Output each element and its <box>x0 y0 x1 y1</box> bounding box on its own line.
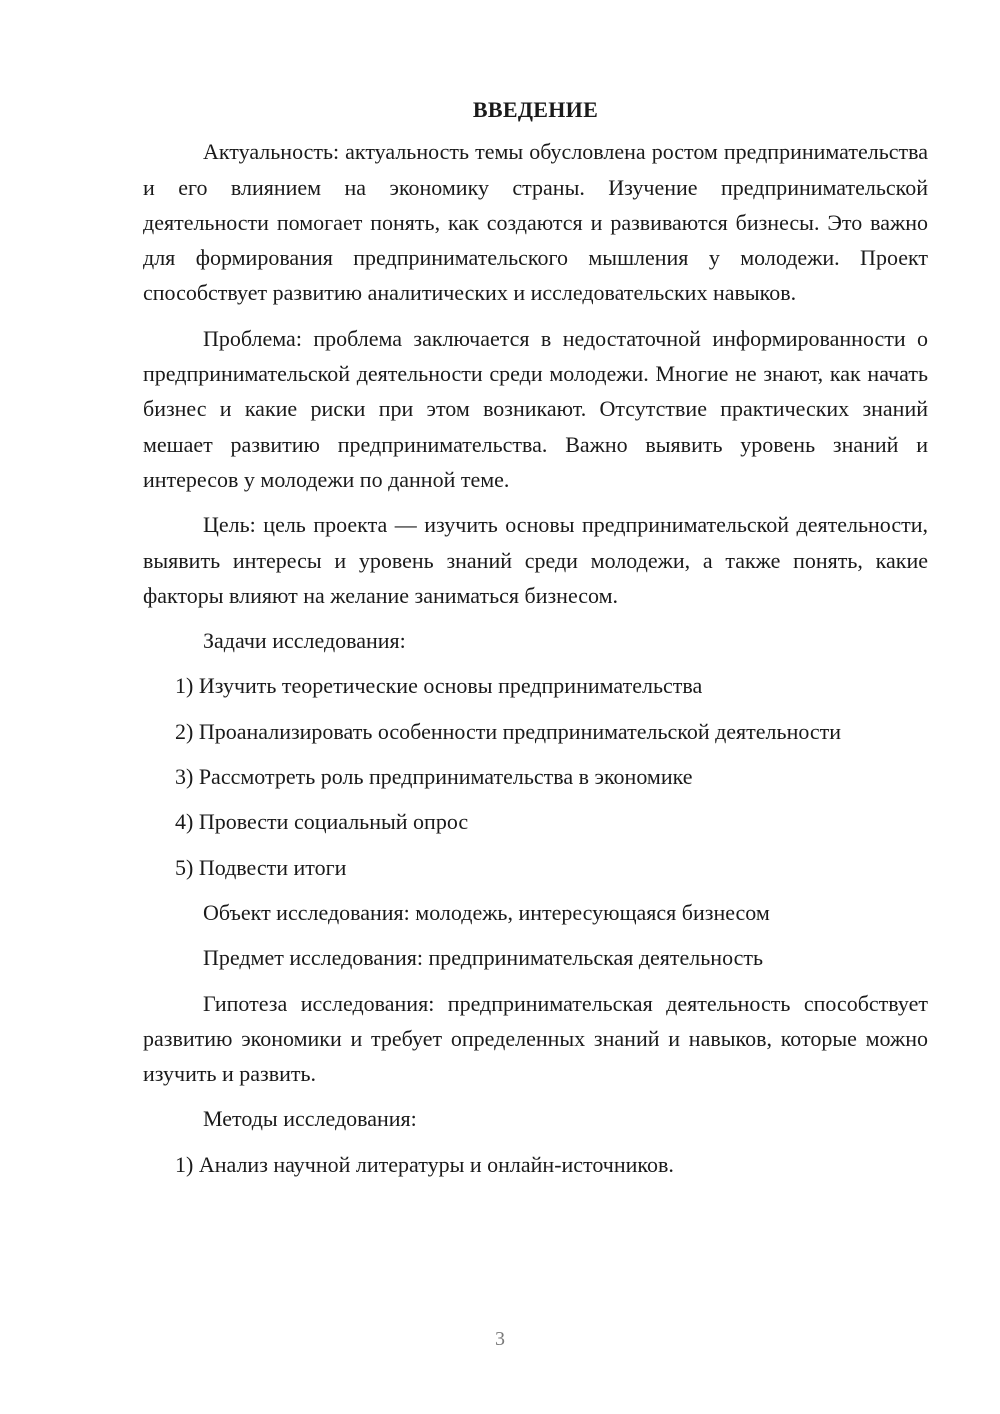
problem-paragraph: Проблема: проблема заключается в недостаточной информированности о предпринимательской деятельности среди молодежи. Многие не знают, как начать бизнес и какие риски при этом возникают. Отсутствие практических знаний мешает развитию предпринимательства. Важно выявить уровень знаний и интересов у молодежи по данной теме. <box>143 325 928 492</box>
page-number: 3 <box>495 1328 505 1350</box>
relevance-paragraph: Актуальность: актуальность темы обусловлена ростом предпринимательства и его влиянием на экономику страны. Изучение предпринимательской деятельности помогает понять, как создаются и развиваются бизнесы. Это важно для формирования предпринимательского мышления у молодежи. Проект способствует развитию аналитических и исследовательских навыков. <box>143 139 928 306</box>
subject-paragraph: Предмет исследования: предпринимательская деятельность <box>203 945 764 971</box>
task-item-1: 1) Изучить теоретические основы предпринимательства <box>175 673 703 699</box>
tasks-heading: Задачи исследования: <box>203 628 406 654</box>
goal-paragraph: Цель: цель проекта — изучить основы предпринимательской деятельности, выявить интересы и уровень знаний среди молодежи, а также понять, какие факторы влияют на желание заниматься бизнесом. <box>143 512 928 608</box>
task-item-5: 5) Подвести итоги <box>175 854 347 880</box>
task-item-2: 2) Проанализировать особенности предпринимательской деятельности <box>175 718 842 744</box>
hypothesis-paragraph: Гипотеза исследования: предпринимательская деятельность способствует развитию экономики и требует определенных знаний и навыков, которые можно изучить и развить. <box>143 990 928 1087</box>
document-page <box>143 92 928 1192</box>
task-item-4: 4) Провести социальный опрос <box>175 809 469 835</box>
page-title: ВВЕДЕНИЕ <box>472 97 599 122</box>
method-item-1: 1) Анализ научной литературы и онлайн-источников. <box>175 1151 674 1177</box>
task-item-3: 3) Рассмотреть роль предпринимательства в экономике <box>175 764 693 790</box>
object-paragraph: Объект исследования: молодежь, интересующаяся бизнесом <box>203 899 770 925</box>
methods-heading: Методы исследования: <box>203 1106 417 1132</box>
